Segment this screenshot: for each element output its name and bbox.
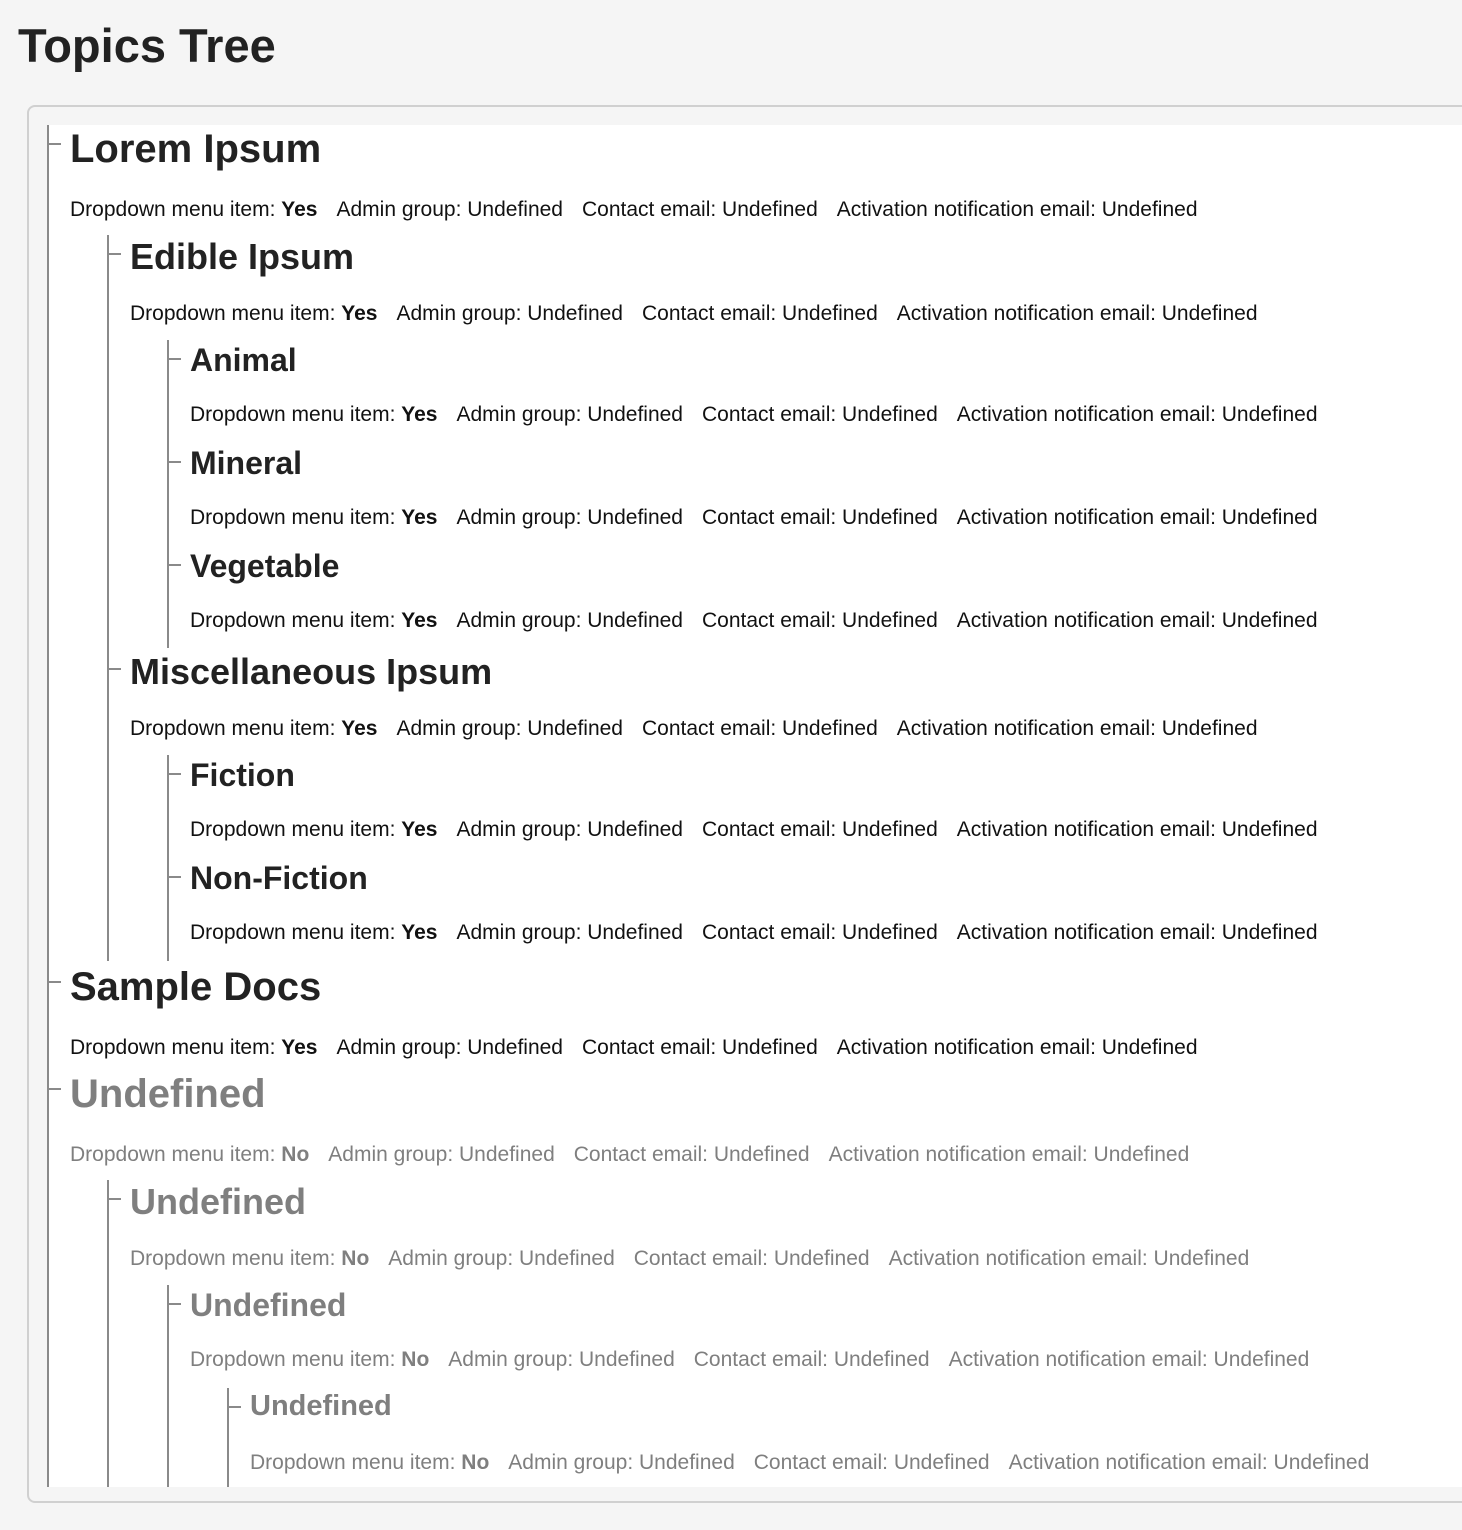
topic-meta bbox=[190, 402, 1337, 428]
contact-email-field: Contact email: Undefined bbox=[753, 1451, 990, 1474]
topic-title[interactable]: Vegetable bbox=[190, 548, 340, 584]
dropdown-value: No bbox=[281, 1143, 310, 1166]
dropdown-label: Dropdown menu item: bbox=[190, 609, 396, 632]
dropdown-value: No bbox=[461, 1451, 490, 1474]
dropdown-label: Dropdown menu item: bbox=[70, 1036, 276, 1059]
topic-meta bbox=[130, 301, 1277, 327]
dropdown-label: Dropdown menu item: bbox=[130, 1247, 336, 1270]
dropdown-menu-item-field bbox=[70, 1036, 318, 1059]
dropdown-label: Dropdown menu item: bbox=[190, 403, 396, 426]
topic-meta bbox=[130, 716, 1277, 742]
dropdown-label: Dropdown menu item: bbox=[130, 302, 336, 325]
topic-title[interactable]: Edible Ipsum bbox=[130, 236, 355, 277]
dropdown-value: Yes bbox=[401, 506, 438, 529]
activation-email-field: Activation notification email: Undefined bbox=[896, 302, 1258, 325]
activation-email-field: Activation notification email: Undefined bbox=[956, 921, 1318, 944]
contact-email-field: Contact email: Undefined bbox=[573, 1143, 810, 1166]
activation-email-field: Activation notification email: Undefined bbox=[888, 1247, 1250, 1270]
tree-guide-line bbox=[227, 1388, 229, 1487]
contact-email-field: Contact email: Undefined bbox=[581, 198, 818, 221]
dropdown-label: Dropdown menu item: bbox=[70, 1143, 276, 1166]
contact-email-field: Contact email: Undefined bbox=[701, 818, 938, 841]
tree-connector bbox=[107, 1198, 121, 1200]
tree-connector bbox=[167, 773, 181, 775]
topic-title[interactable]: Undefined bbox=[190, 1287, 347, 1323]
tree-guide-line bbox=[107, 1180, 109, 1487]
dropdown-menu-item-field bbox=[250, 1451, 489, 1474]
topic-title[interactable]: Non-Fiction bbox=[190, 860, 368, 896]
dropdown-menu-item-field bbox=[130, 302, 378, 325]
dropdown-menu-item-field bbox=[190, 818, 438, 841]
activation-email-field: Activation notification email: Undefined bbox=[956, 403, 1318, 426]
admin-group-field: Admin group: Undefined bbox=[448, 1348, 675, 1371]
topic-meta bbox=[190, 817, 1337, 843]
admin-group-field: Admin group: Undefined bbox=[456, 506, 683, 529]
contact-email-field: Contact email: Undefined bbox=[701, 609, 938, 632]
tree-guide-line bbox=[47, 125, 49, 1487]
tree-connector bbox=[47, 143, 61, 145]
admin-group-field: Admin group: Undefined bbox=[336, 198, 563, 221]
topic-meta bbox=[190, 1347, 1328, 1373]
dropdown-value: No bbox=[401, 1348, 430, 1371]
topic-meta bbox=[70, 1142, 1208, 1168]
activation-email-field: Activation notification email: Undefined bbox=[948, 1348, 1310, 1371]
contact-email-field: Contact email: Undefined bbox=[701, 506, 938, 529]
admin-group-field: Admin group: Undefined bbox=[396, 302, 623, 325]
topic-title[interactable]: Undefined bbox=[70, 1072, 266, 1116]
activation-email-field: Activation notification email: Undefined bbox=[896, 717, 1258, 740]
tree-connector bbox=[167, 1303, 181, 1305]
tree-connector bbox=[167, 461, 181, 463]
admin-group-field: Admin group: Undefined bbox=[336, 1036, 563, 1059]
tree-connector bbox=[227, 1406, 241, 1408]
dropdown-value: Yes bbox=[281, 198, 318, 221]
contact-email-field: Contact email: Undefined bbox=[693, 1348, 930, 1371]
topic-title[interactable]: Undefined bbox=[250, 1390, 392, 1422]
tree-connector bbox=[167, 358, 181, 360]
dropdown-menu-item-field bbox=[190, 506, 438, 529]
tree-connector bbox=[167, 876, 181, 878]
dropdown-value: Yes bbox=[401, 609, 438, 632]
dropdown-menu-item-field bbox=[190, 1348, 429, 1371]
contact-email-field: Contact email: Undefined bbox=[701, 403, 938, 426]
tree-connector bbox=[47, 1088, 61, 1090]
topic-title[interactable]: Fiction bbox=[190, 757, 295, 793]
dropdown-menu-item-field bbox=[70, 198, 318, 221]
topic-title[interactable]: Miscellaneous Ipsum bbox=[130, 651, 493, 692]
dropdown-value: Yes bbox=[341, 717, 378, 740]
topic-title[interactable]: Undefined bbox=[130, 1181, 306, 1222]
dropdown-label: Dropdown menu item: bbox=[190, 921, 396, 944]
activation-email-field: Activation notification email: Undefined bbox=[1008, 1451, 1370, 1474]
admin-group-field: Admin group: Undefined bbox=[328, 1143, 555, 1166]
dropdown-menu-item-field bbox=[190, 609, 438, 632]
admin-group-field: Admin group: Undefined bbox=[396, 717, 623, 740]
dropdown-label: Dropdown menu item: bbox=[190, 1348, 396, 1371]
dropdown-label: Dropdown menu item: bbox=[190, 506, 396, 529]
dropdown-value: Yes bbox=[401, 921, 438, 944]
activation-email-field: Activation notification email: Undefined bbox=[956, 818, 1318, 841]
contact-email-field: Contact email: Undefined bbox=[701, 921, 938, 944]
page-title: Topics Tree bbox=[18, 19, 276, 72]
dropdown-label: Dropdown menu item: bbox=[70, 198, 276, 221]
tree-connector bbox=[167, 564, 181, 566]
activation-email-field: Activation notification email: Undefined bbox=[836, 1036, 1198, 1059]
topic-meta bbox=[70, 1035, 1217, 1061]
topic-title[interactable]: Mineral bbox=[190, 445, 303, 481]
dropdown-value: Yes bbox=[401, 818, 438, 841]
contact-email-field: Contact email: Undefined bbox=[641, 302, 878, 325]
tree-guide-line bbox=[167, 1285, 169, 1487]
topic-title[interactable]: Animal bbox=[190, 342, 297, 378]
admin-group-field: Admin group: Undefined bbox=[456, 403, 683, 426]
dropdown-label: Dropdown menu item: bbox=[250, 1451, 456, 1474]
dropdown-value: No bbox=[341, 1247, 370, 1270]
topics-tree-panel bbox=[27, 105, 1462, 1503]
admin-group-field: Admin group: Undefined bbox=[456, 818, 683, 841]
topic-meta bbox=[190, 920, 1337, 946]
topic-meta bbox=[250, 1450, 1388, 1476]
dropdown-menu-item-field bbox=[130, 717, 378, 740]
admin-group-field: Admin group: Undefined bbox=[456, 921, 683, 944]
dropdown-value: Yes bbox=[281, 1036, 318, 1059]
dropdown-value: Yes bbox=[341, 302, 378, 325]
admin-group-field: Admin group: Undefined bbox=[456, 609, 683, 632]
contact-email-field: Contact email: Undefined bbox=[581, 1036, 818, 1059]
dropdown-label: Dropdown menu item: bbox=[130, 717, 336, 740]
tree-connector bbox=[47, 981, 61, 983]
tree-connector bbox=[107, 253, 121, 255]
admin-group-field: Admin group: Undefined bbox=[388, 1247, 615, 1270]
topic-meta bbox=[70, 197, 1217, 223]
tree-guide-line bbox=[167, 340, 169, 648]
dropdown-menu-item-field bbox=[70, 1143, 309, 1166]
topic-meta bbox=[190, 505, 1337, 531]
dropdown-value: Yes bbox=[401, 403, 438, 426]
activation-email-field: Activation notification email: Undefined bbox=[956, 506, 1318, 529]
dropdown-menu-item-field bbox=[190, 403, 438, 426]
dropdown-label: Dropdown menu item: bbox=[190, 818, 396, 841]
tree-guide-line bbox=[167, 755, 169, 961]
topics-tree-container bbox=[47, 125, 1462, 1487]
contact-email-field: Contact email: Undefined bbox=[641, 717, 878, 740]
topic-meta bbox=[130, 1246, 1268, 1272]
topic-title[interactable]: Lorem Ipsum bbox=[70, 127, 322, 171]
dropdown-menu-item-field bbox=[190, 921, 438, 944]
activation-email-field: Activation notification email: Undefined bbox=[836, 198, 1198, 221]
admin-group-field: Admin group: Undefined bbox=[508, 1451, 735, 1474]
tree-connector bbox=[107, 668, 121, 670]
activation-email-field: Activation notification email: Undefined bbox=[956, 609, 1318, 632]
activation-email-field: Activation notification email: Undefined bbox=[828, 1143, 1190, 1166]
tree-guide-line bbox=[107, 235, 109, 961]
topic-title[interactable]: Sample Docs bbox=[70, 965, 322, 1009]
contact-email-field: Contact email: Undefined bbox=[633, 1247, 870, 1270]
dropdown-menu-item-field bbox=[130, 1247, 369, 1270]
topic-meta bbox=[190, 608, 1337, 634]
